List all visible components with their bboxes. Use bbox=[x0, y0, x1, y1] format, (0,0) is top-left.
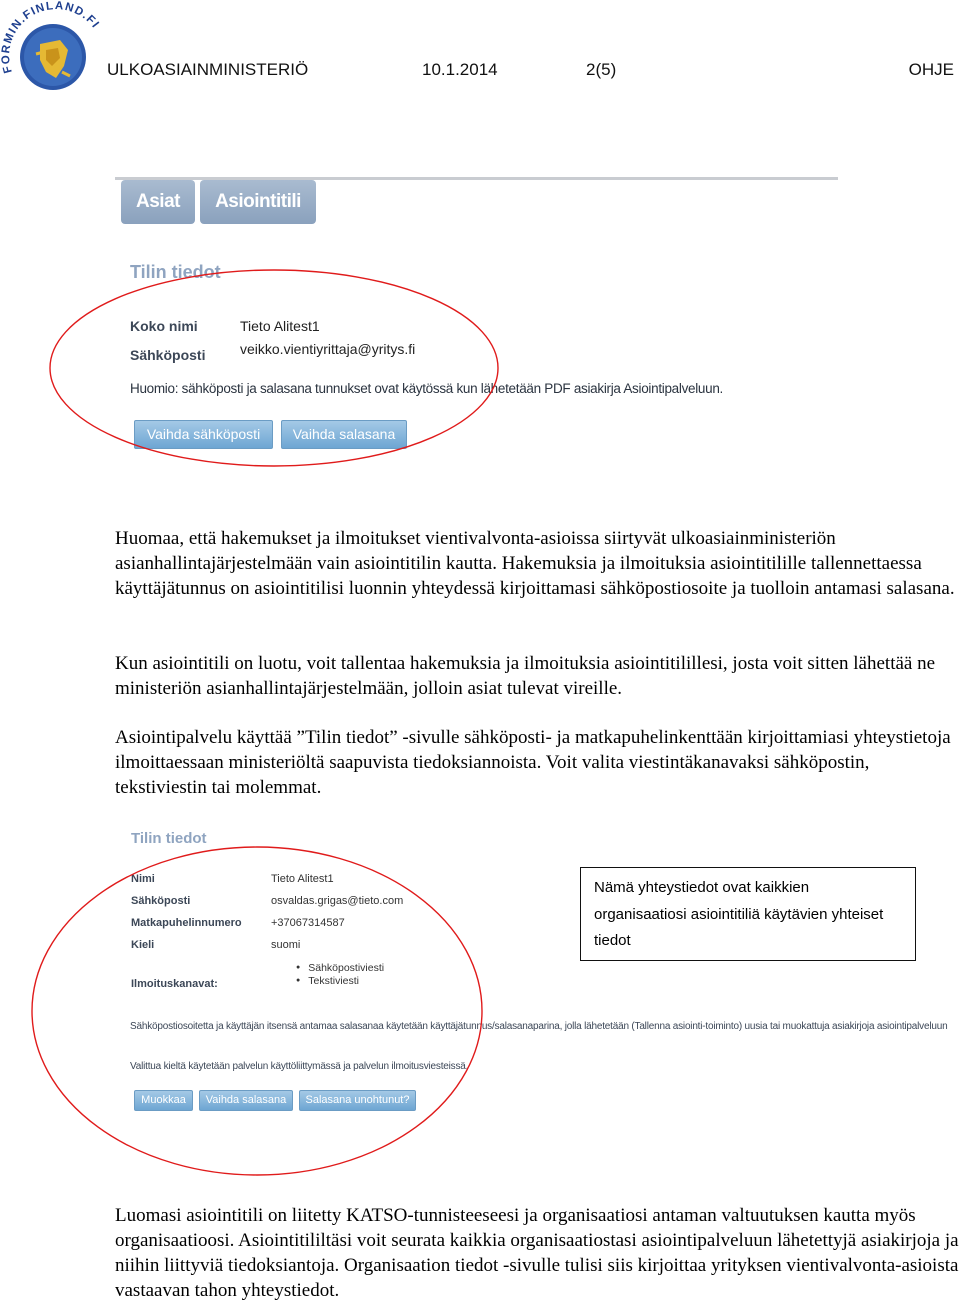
channel-sms: ● Tekstiviesti bbox=[296, 975, 359, 987]
full-name-label: Koko nimi bbox=[130, 318, 198, 334]
document-date: 10.1.2014 bbox=[422, 60, 498, 79]
paragraph-2: Kun asiointitili on luotu, voit tallentaa hakemuksia ja ilmoituksia asiointitilillesi, josta voit sitten lähettää ne ministeriön asianhallintajärjestelmään, jolloin asiat tulevat vireille. bbox=[115, 653, 936, 699]
ministry-logo bbox=[0, 0, 106, 98]
language-label: Kieli bbox=[131, 939, 155, 951]
document-type: OHJE bbox=[908, 60, 954, 79]
credentials-note: Huomio: sähköposti ja salasana tunnukset ovat käytössä kun lähetetään PDF asiakirja Asiointipalveluun. bbox=[130, 381, 724, 396]
annotation-circle-2 bbox=[32, 847, 482, 1175]
paragraph-4: Luomasi asiointitili on liitetty KATSO-tunnisteeseesi ja organisaatiosi antaman valtuutuksen kautta myös organisaatioosi. Asiointitililtäsi voit seurata kaikkia organisaatiostasi asiointipalveluun lähetettyjä asiakirjoja ja niihin liittyviä tiedoksiantoja. Organisaation tiedot -sivulle tulisi siis kirjoittaa yrityksen vientivalvonta-asioista vastaavan tahon yhteystiedot. bbox=[115, 1205, 959, 1301]
tab-asiat[interactable]: Asiat bbox=[121, 180, 195, 224]
paragraph-1: Huomaa, että hakemukset ja ilmoitukset vientivalvonta-asioissa siirtyvät ulkoasiainministeriön asianhallintajärjestelmään vain asiointitilin kautta. Hakemuksia ja ilmoituksia asiointitilille tallennettaessa käyttäjätunnus on asiointitilisi luonnin yhteydessä kirjoittamasi sähköpostiosoite ja tuolloin antamasi salasana. bbox=[115, 528, 955, 599]
name-value: Tieto Alitest1 bbox=[271, 873, 334, 885]
name-label: Nimi bbox=[131, 873, 155, 885]
account-info-title: Tilin tiedot bbox=[130, 262, 221, 282]
shared-info-callout: Nämä yhteystiedot ovat kaikkien organisaatiosi asiointitiliä käytävien yhteiset tiedot bbox=[580, 867, 916, 961]
change-email-button[interactable]: Vaihda sähköposti bbox=[134, 420, 273, 449]
language-value: suomi bbox=[271, 939, 301, 951]
account-info-title-2: Tilin tiedot bbox=[131, 830, 207, 847]
page-number: 2(5) bbox=[586, 60, 617, 79]
change-password-button-2[interactable]: Vaihda salasana bbox=[199, 1090, 293, 1111]
mobile-value: +37067314587 bbox=[271, 917, 345, 929]
language-info: Valittua kieltä käytetään palvelun käyttöliittymässä ja palvelun ilmoitusviesteissä. bbox=[130, 1061, 469, 1072]
tab-asiointitili[interactable]: Asiointitili bbox=[200, 180, 316, 224]
logo-text: FORMIN.FINLAND.FI bbox=[0, 0, 102, 75]
edit-button[interactable]: Muokkaa bbox=[134, 1090, 193, 1111]
forgot-password-button[interactable]: Salasana unohtunut? bbox=[299, 1090, 416, 1111]
email-label: Sähköposti bbox=[130, 347, 206, 363]
email-value: veikko.vientiyrittaja@yritys.fi bbox=[240, 341, 416, 357]
email-label-2: Sähköposti bbox=[131, 895, 191, 907]
annotation-circle-1 bbox=[50, 270, 498, 466]
full-name-value: Tieto Alitest1 bbox=[240, 318, 320, 334]
email-value-2: osvaldas.grigas@tieto.com bbox=[271, 895, 404, 907]
channels-label: Ilmoituskanavat: bbox=[131, 978, 218, 990]
mobile-label: Matkapuhelinnumero bbox=[131, 917, 242, 929]
organization-name: ULKOASIAINMINISTERIÖ bbox=[107, 60, 309, 79]
paragraph-3: Asiointipalvelu käyttää ”Tilin tiedot” -sivulle sähköposti- ja matkapuhelinkenttään kirjoittamiasi yhteystietoja ilmoittaessaan ministeriöltä saapuvista tiedoksiannoista. Voit valita viestintäkanavaksi sähköpostin, tekstiviestin tai molemmat. bbox=[115, 727, 951, 798]
channel-email: ● Sähköpostiviesti bbox=[296, 962, 384, 974]
change-password-button[interactable]: Vaihda salasana bbox=[281, 420, 407, 449]
credentials-info: Sähköpostiosoitetta ja käyttäjän itsensä antamaa salasanaa käytetään käyttäjätunnus/salasanaparina, jolla lähetetään (Tallenna asiointi-toiminto) uusia tai muokattuja asiakirjoja asiointipalveluun bbox=[130, 1021, 948, 1032]
